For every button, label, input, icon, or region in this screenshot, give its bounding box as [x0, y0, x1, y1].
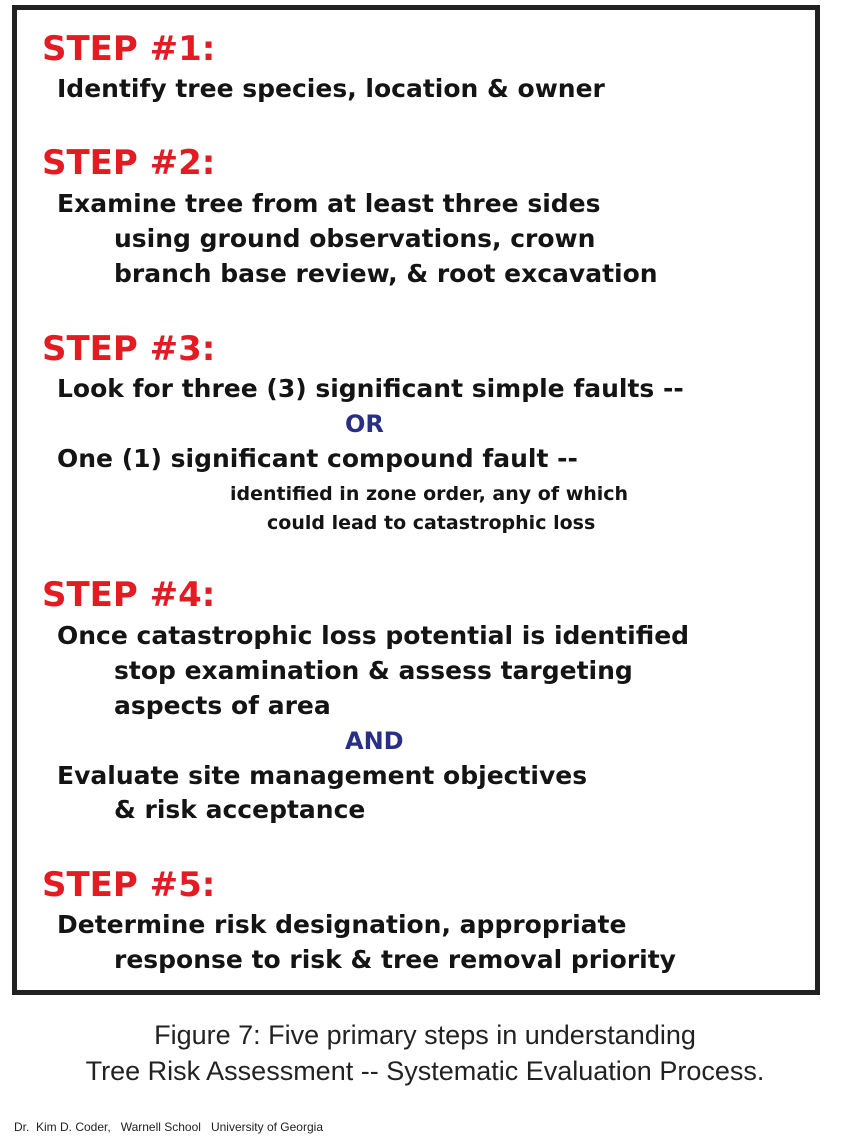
step-1-line-1: Identify tree species, location & owner	[57, 74, 605, 103]
step-5-line-1: Determine risk designation, appropriate	[57, 910, 627, 939]
step-4-heading: STEP #4:	[42, 575, 216, 615]
step-3-line-2: One (1) significant compound fault --	[57, 444, 578, 473]
step-4-line-2: stop examination & assess targeting	[114, 656, 633, 685]
step-4-connector-and: AND	[345, 727, 404, 755]
step-2-line-1: Examine tree from at least three sides	[57, 189, 601, 218]
author-credit: Dr. Kim D. Coder, Warnell School University of Georgia	[14, 1120, 323, 1134]
figure-caption-line-1: Figure 7: Five primary steps in understanding	[154, 1020, 696, 1050]
step-3-connector-or: OR	[345, 410, 384, 438]
step-2-heading: STEP #2:	[42, 143, 216, 183]
step-5-heading: STEP #5:	[42, 865, 216, 905]
step-2-line-2: using ground observations, crown	[114, 224, 596, 253]
step-3-note-1: identified in zone order, any of which	[230, 483, 629, 505]
step-4-line-3: aspects of area	[114, 691, 331, 720]
step-3-line-1: Look for three (3) significant simple faults --	[57, 374, 684, 403]
step-4-line-5: & risk acceptance	[114, 795, 366, 824]
step-3-note-2: could lead to catastrophic loss	[267, 512, 596, 534]
step-4-line-1: Once catastrophic loss potential is identified	[57, 621, 690, 650]
step-1-heading: STEP #1:	[42, 29, 216, 69]
step-4-line-4: Evaluate site management objectives	[57, 761, 588, 790]
step-2-line-3: branch base review, & root excavation	[114, 259, 658, 288]
figure-caption-line-2: Tree Risk Assessment -- Systematic Evaluation Process.	[85, 1056, 765, 1086]
step-3-heading: STEP #3:	[42, 329, 216, 369]
step-5-line-2: response to risk & tree removal priority	[114, 945, 676, 974]
